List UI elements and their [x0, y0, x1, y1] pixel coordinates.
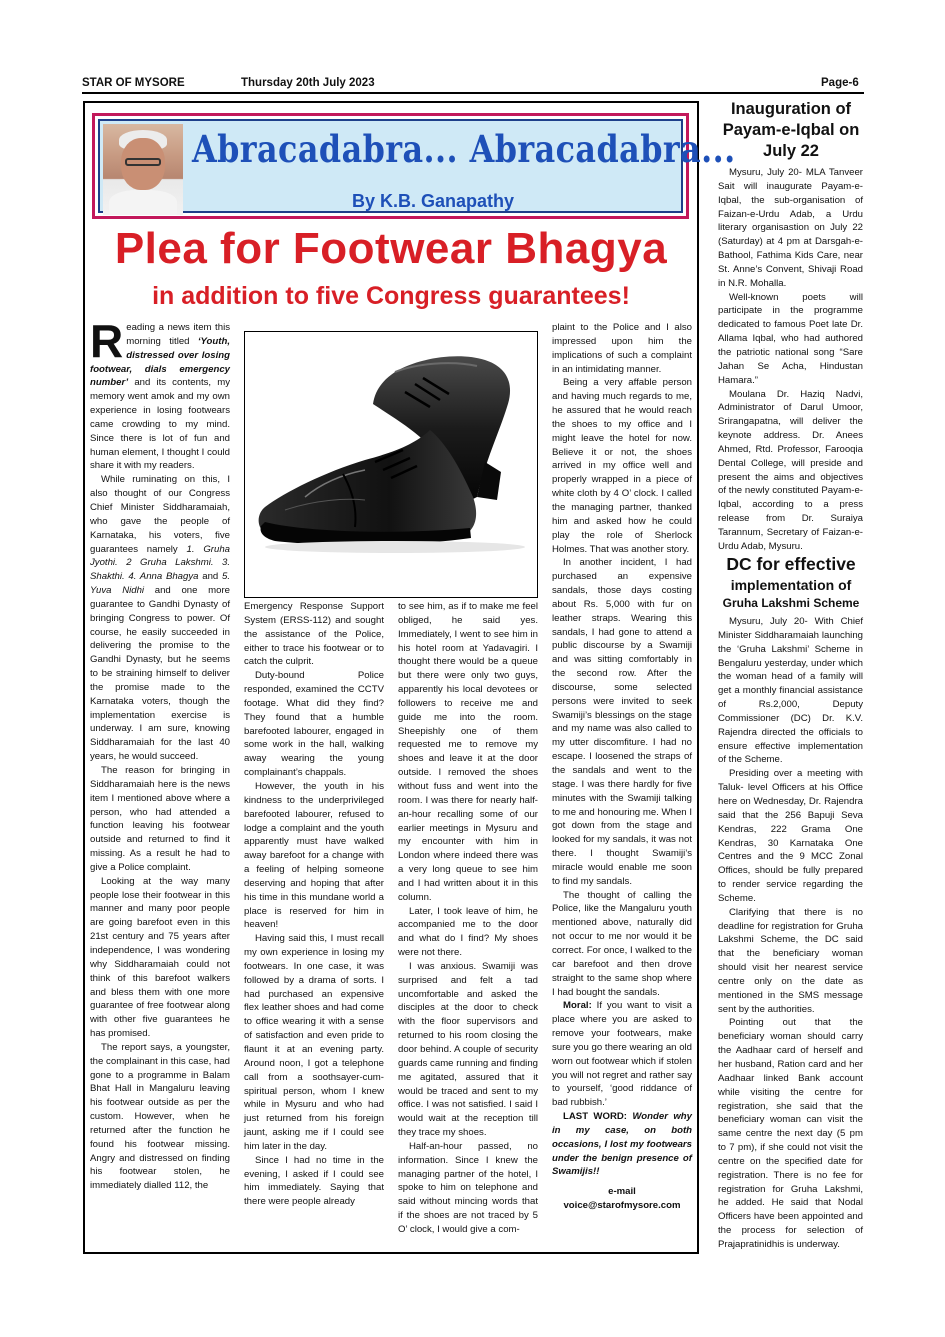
paragraph: plaint to the Police and I also impressed upon him the implications of such a complaint in an intimidating manner.	[552, 322, 692, 375]
paragraph: Looking at the way many people lose their footwear in this manner and many poor people are going barefoot even in this 21st century and 75 years after independence, I was wondering why Siddharamaiah could not think of this barefoot walkers and bless them with one more guarantee of free footwear along with other five guarantees he has promised.	[90, 875, 230, 1040]
column-byline: By K.B. Ganapathy	[352, 191, 515, 211]
sidebar-headline-2: DC for effective	[726, 554, 856, 574]
sidebar-story-1	[718, 166, 863, 554]
paragraph: to see him, as if to make me feel obliged, he said yes. Immediately, I went to see him in his hotel room at Yadavagiri. I thought there would be a queue but there were only two guys, apparently his local devotees or followers to receive me and guide me into the room. Sheepishly one of them requested me to remove my shoes and leave it at the door outside. I removed the shoes without fuss and went into the room. I was there for nearly half-an-hour recalling some of our earlier meetings in Mysuru and my encounter with him in London where indeed there was a very long queue to see him and I had written about it in this column.	[398, 601, 538, 903]
paragraph: Clarifying that there is no deadline for registration for Gruha Lakshmi Scheme, the DC said that the beneficiary woman should visit her nearest service centre only on the date as mentioned in the SMS message sent by the authorities.	[718, 906, 863, 1015]
paragraph: Well-known poets will participate in the programme dedicated to famous Poet late Dr. Allama Iqbal, who had authored the patriotic national song “Sare Jahan Se Acha, Hindustan Hamara.”	[718, 291, 863, 386]
article-column-3	[398, 600, 538, 1237]
paragraph: Reading a news item this morning titled ‘Youth, distressed over losing footwear, dials emergency number’ and its contents, my memory went amok and my own experience in losing footwears came crowding to my mind. Since there is lot of fun and human element, I thought I could share it with my readers.	[90, 315, 230, 472]
paragraph: Mysuru, July 20- With Chief Minister Siddharamaiah launching the ‘Gruha Lakshmi’ Scheme in Bengaluru yesterday, under which the woman head of a family will get a monthly financial assistance of Rs.2,000, Deputy Commissioner (DC) Dr. K.V. Rajendra directed the officials to ensure effective implementation of the Scheme.	[718, 616, 863, 766]
paragraph: In another incident, I had purchased an expensive sandals, those days costing about Rs. 5,000 with fur on leather straps. Wearing this sandals, I had gone to attend a public discourse by a Swamiji and was sitting comfortably in the second row. After the discourse, some selected persons were invited to seek Swamiji’s blessings on the stage and my name was also called to my utter discomfiture. I had no escape. I loosened the straps of the sandals and went to the stage. I was there hardly for five minutes with the Swamiji talking to me and honouring me. When I got down from the stage and looked for my sandals, it was not there. I thought Swamiji’s miracle would enable me soon to find my sandals.	[552, 557, 692, 887]
paragraph: Mysuru, July 20- MLA Tanveer Sait will inaugurate Payam-e-Iqbal, the sub-organisation of Faizan-e-Urdu Adab, a Urdu literary organisastion on July 22 (Saturday) at 4 pm at Darsgah-e-Bathool, Fathima Kids Care, near St. Anne’s Convent, Shivaji Road in N.R. Mohalla.	[718, 167, 863, 289]
email-address[interactable]: voice@starofmysore.com	[563, 1200, 681, 1212]
sidebar-subhead-2a: implementation of	[730, 577, 852, 593]
sidebar-subhead-2b: Gruha Lakshmi Scheme	[722, 596, 860, 610]
masthead-rule	[82, 92, 864, 94]
paragraph: Half-an-hour passed, no information. Since I knew the managing partner of the hotel, I spoke to him on telephone and said without mincing words that if the shoes are not traced by 5 O’ clock, I would give a com-	[398, 1140, 538, 1235]
paragraph: The thought of calling the Police, like the Mangaluru youth mentioned above, naturally did not occur to me nor would it be correct. For once, I walked to the car barefoot and then drove straight to the same shop where I had bought the sandals.	[552, 889, 692, 998]
article-column-1	[90, 315, 230, 1193]
email-label: e-mail	[608, 1186, 636, 1198]
paragraph: Pointing out that the beneficiary woman should carry the Aadhaar card of herself and her husband, Ration card and her Aadhaar linked Bank account while visiting the centre for registration, she said that the beneficiary woman can visit the same centre the next day (5 pm to 7 pm), if she could not visit the centre on the specified date for registration. There is no fee for registration for Gruha Lakshmi, he added. He said that Nodal Officers have been appointed and the process for selection of Prajapratinidhis is underway.	[718, 1017, 863, 1250]
paragraph: The report says, a youngster, the complainant in this case, had gone to a programme in Balam Bhat Hall in Mangaluru leaving his footwear outside as per the custom. However, when he returned after the function he found his footwear missing. Angry and distressed on finding his footwear stolen, he immediately dialled 112, the	[90, 1041, 230, 1192]
paragraph: Duty-bound Police responded, examined the CCTV footage. What did they find? They found that a humble barefooted labourer, engaged in some work in the hall, walking away wearing the young complainant’s chappals.	[244, 670, 384, 779]
column-title: Abracadabra... Abracadabra...	[192, 127, 736, 171]
shoe-image	[244, 331, 538, 598]
paragraph: While ruminating on this, I also thought of our Congress Chief Minister Siddharamaiah, who gave the people of Karnataka, his voters, five guarantees namely 1. Gruha Jyothi. 2 Gruha Lakshmi. 3. Shakthi. 4. Anna Bhagya and 5. Yuva Nidhi and one more guarantee to Gandhi Dynasty of bringing Congress to power. Of course, he easily succeeded in delivering the promise to the Gandhi Dynasty, but he seems to be straining himself to deliver the promise made to the Karnataka voters, though the implementation exercise is underway. I am sure, knowing Siddharamaiah for the last 40 years, he would succeed.	[90, 474, 230, 763]
masthead-paper-name: STAR OF MYSORE	[82, 77, 185, 89]
column-banner	[92, 113, 736, 219]
paragraph: Moulana Dr. Haziq Nadvi, Administrator of Darul Umoor, Srirangapatna, will deliver the keynote address. Dr. Anees Ahmed, Rtd. Professor, Farooqia Dental College, will preside and present the aims and objectives of the newly constituted Payam-e-Iqbal, according to a press release from Dr. Suraiya Tarannum, Secretary of Faizan-e-Urdu Adab, Mysuru.	[718, 388, 863, 552]
paragraph: LAST WORD: Wonder why in my case, on both occasions, I lost my footwears under the benign presence of Swamijis!!	[552, 1111, 692, 1178]
shoe-icon	[245, 332, 538, 598]
article-column-4	[552, 321, 692, 1213]
paragraph: Later, I took leave of him, he accompanied me to the door and what do I find? My shoes were not there.	[398, 905, 538, 959]
paragraph: Moral: If you want to visit a place where you are asked to remove your footwears, make sure you go there wearing an old worn out footwear which if stolen you will not regret and rather say to yourself, ‘good riddance of bad rubbish.’	[552, 1000, 692, 1109]
drop-cap: R	[90, 315, 124, 367]
paragraph: Since I had no time in the evening, I asked if I could see him immediately. Saying that there were people already	[244, 1154, 384, 1208]
paragraph: I was anxious. Swamiji was surprised and felt a tad uncomfortable and asked the disciples at the door to check with the floor supervisors and returned to his room closing the door behind. A couple of security guards came running and finding me agitated, assured that it would be traced and sent to my office. I was not satisfied. I said I would wait at the reception till they trace my shoes.	[398, 960, 538, 1139]
article-headline: Plea for Footwear Bhagya	[114, 224, 668, 273]
article-subheadline: in addition to five Congress guarantees!	[152, 282, 630, 310]
paragraph: Emergency Response Support System (ERSS-112) and sought the assistance of the Police, either to trace his footwear or to catch the culprit.	[244, 601, 384, 668]
paragraph: However, the youth in his kindness to the underprivileged barefooted labourer, refused to lodge a complaint and the youth apparently must have walked away barefoot for a change with a feeling of helping someone deserving and hoping that after his time in this mundane world a place is reserved for him in heaven!	[244, 780, 384, 931]
sidebar-headline-1: Inauguration of Payam-e-Iqbal on July 22	[722, 100, 860, 160]
paragraph: The reason for bringing in Siddharamaiah here is the news item I mentioned above where a person, who had attended a function leaving his footwear outside and returned to find it missing. As a result he had to give a Police complaint.	[90, 765, 230, 873]
masthead-date: Thursday 20th July 2023	[241, 77, 375, 89]
sidebar-story-2	[718, 615, 863, 1252]
column-banner-inner	[98, 119, 736, 213]
columnist-photo	[103, 124, 183, 215]
paragraph: Having said this, I must recall my own experience in losing my footwears. In one case, it was followed by a drama of sorts. I had purchased an expensive flex leather shoes and had come to office wearing it with a sense of satisfaction and even pride to flaunt it at an evening party. Around noon, I got a telephone call from a soothsayer-cum-spiritual person, whom I knew while in Mysuru and who had just returned from his foreign jaunt, asking me if I could see him later in the day.	[244, 933, 384, 1152]
article-column-2	[244, 600, 384, 1209]
paragraph: Being a very affable person and having much regards to me, he assured that he would reach the shoes to my office and I might leave the hotel for now. Believe it or not, the shoes arrived in my office well and properly wrapped in a piece of white cloth by 4 O’ clock. I called the managing partner, thanked him and asked how he could play the role of Sherlock Holmes. That was another story.	[552, 377, 692, 555]
paragraph: Presiding over a meeting with Taluk- level Officers at his Office here on Wednesday, Dr. Rajendra said that the 256 Bapuji Seva Kendras, 222 Grama One Kendras, 30 Karnataka One Centres and the 9 MCC Zonal Offices, should be fully prepared to render service regarding the Scheme.	[718, 768, 863, 904]
masthead-page-number: Page-6	[821, 77, 859, 89]
